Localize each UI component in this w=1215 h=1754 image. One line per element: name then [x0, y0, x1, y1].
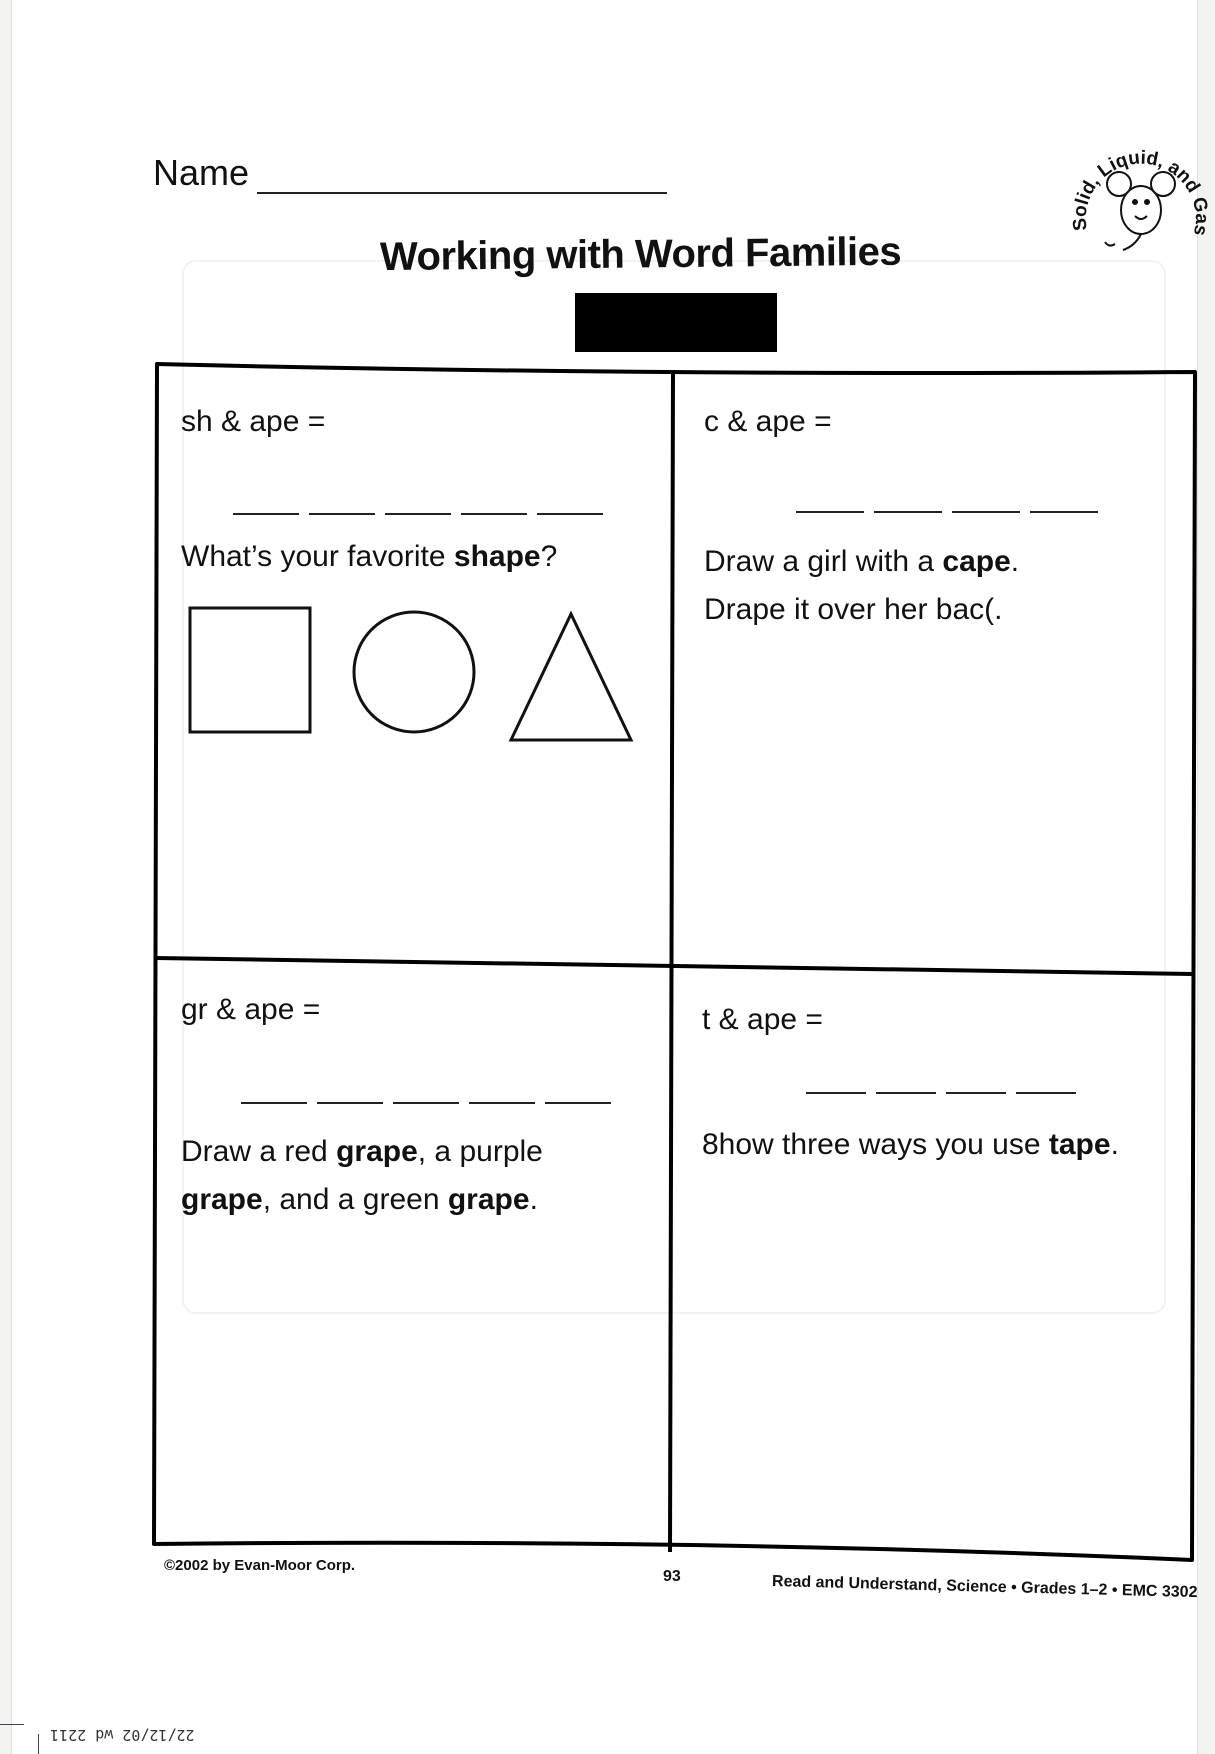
letter-blank[interactable] — [461, 513, 527, 515]
prompt-part: 8how three ways you use — [702, 1128, 1049, 1161]
name-field — [153, 152, 667, 194]
letter-blank[interactable] — [537, 513, 603, 515]
cell-3-answer-blanks[interactable] — [241, 1102, 611, 1104]
letter-blank[interactable] — [317, 1102, 383, 1104]
name-label: Name — [153, 152, 250, 193]
prompt-part: , a purple — [417, 1135, 543, 1168]
name-blank-line[interactable] — [257, 162, 667, 194]
prompt-part: What’s your favorite — [181, 540, 454, 573]
cell-2-answer-blanks[interactable] — [796, 511, 1098, 513]
prompt-part-bold: grape — [447, 1183, 530, 1216]
cell-1-prompt — [181, 540, 557, 574]
prompt-part: . — [1010, 545, 1020, 578]
circle-shape — [354, 612, 474, 732]
svg-text:Solid, Liquid, and Gas — [1070, 147, 1212, 237]
scan-rule — [0, 1724, 24, 1725]
scan-stamp-text: 22/12/02 wd 2211 — [50, 1726, 195, 1744]
cell-4-prompt — [702, 1128, 1119, 1162]
solid-liquid-gas-logo — [1065, 118, 1215, 268]
prompt-part: Draw a girl with a — [704, 545, 943, 578]
prompt-part-bold: shape — [453, 540, 541, 573]
letter-blank[interactable] — [469, 1102, 535, 1104]
letter-blank[interactable] — [874, 511, 942, 513]
letter-blank[interactable] — [946, 1092, 1006, 1094]
letter-blank[interactable] — [233, 513, 299, 515]
prompt-line — [704, 538, 1019, 586]
prompt-part-bold: tape — [1048, 1128, 1111, 1161]
cell-1-answer-blanks[interactable] — [233, 513, 603, 515]
prompt-part: . — [1110, 1128, 1119, 1161]
copyright-text: ©2002 by Evan-Moor Corp. — [164, 1557, 356, 1574]
page-number: 93 — [663, 1568, 681, 1585]
prompt-line — [181, 1128, 543, 1176]
prompt-line — [181, 1176, 543, 1224]
letter-blank[interactable] — [806, 1092, 866, 1094]
scan-tick — [38, 1734, 39, 1754]
letter-blank[interactable] — [241, 1102, 307, 1104]
square-shape — [190, 608, 310, 732]
series-info: Read and Understand, Science • Grades 1–2 • EMC 3302 — [771, 1573, 1198, 1602]
cell-4-equation: t & ape = — [702, 1003, 823, 1036]
triangle-shape — [511, 614, 631, 740]
letter-blank[interactable] — [385, 513, 451, 515]
worksheet-title: Working with Word Families — [379, 229, 902, 280]
cell-1-equation: sh & ape = — [181, 405, 326, 438]
letter-blank[interactable] — [952, 511, 1020, 513]
prompt-part: Drape it over her bac(. — [704, 593, 1003, 626]
cell-2-equation: c & ape = — [704, 405, 832, 438]
letter-blank[interactable] — [876, 1092, 936, 1094]
letter-blank[interactable] — [1030, 511, 1098, 513]
cell-4-answer-blanks[interactable] — [806, 1092, 1076, 1094]
cell-2-prompt — [704, 538, 1019, 634]
logo-text: Solid, Liquid, and Gas — [1069, 147, 1212, 238]
cell-3-prompt — [181, 1128, 543, 1224]
letter-blank[interactable] — [1016, 1092, 1076, 1094]
prompt-part-bold: cape — [942, 545, 1011, 578]
shape-examples — [180, 598, 640, 748]
letter-blank[interactable] — [545, 1102, 611, 1104]
prompt-part: ? — [540, 540, 558, 573]
letter-blank[interactable] — [796, 511, 864, 513]
cell-3-equation: gr & ape = — [181, 993, 321, 1026]
prompt-part: , and a green — [262, 1183, 448, 1216]
prompt-part-bold: grape — [181, 1183, 263, 1216]
prompt-part: Draw a red — [181, 1135, 337, 1168]
prompt-part-bold: grape — [336, 1135, 418, 1168]
prompt-line — [704, 586, 1019, 634]
redaction-box — [575, 293, 777, 352]
letter-blank[interactable] — [393, 1102, 459, 1104]
letter-blank[interactable] — [309, 513, 375, 515]
prompt-part: . — [529, 1183, 538, 1216]
mouse-icon — [1105, 172, 1175, 250]
